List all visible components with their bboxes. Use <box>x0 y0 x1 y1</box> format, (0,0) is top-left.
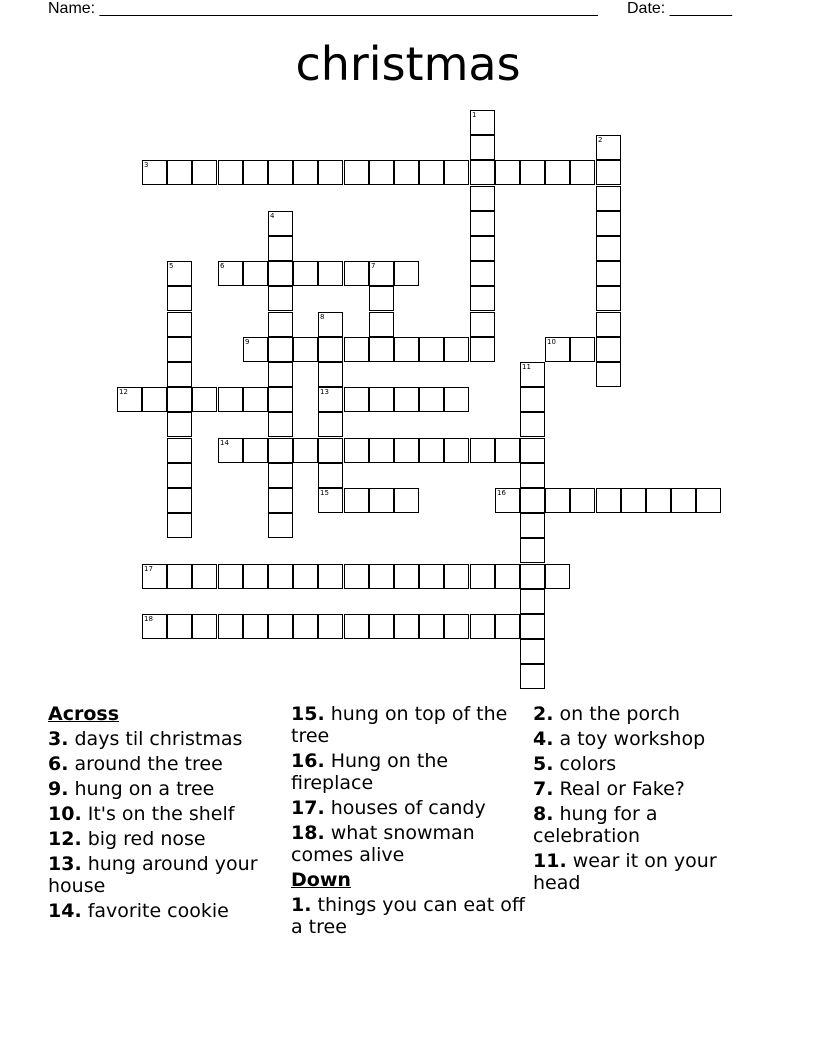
clue-column-2 <box>291 703 527 941</box>
clue-number-label: 12. <box>48 828 82 850</box>
clue-item <box>48 728 284 750</box>
clue-item <box>533 803 769 847</box>
clue-number: 15 <box>320 489 329 497</box>
grid-cell[interactable] <box>596 186 621 211</box>
grid-cell[interactable] <box>570 160 595 185</box>
grid-cell[interactable] <box>218 438 243 463</box>
grid-cell[interactable] <box>318 438 343 463</box>
grid-cell[interactable] <box>268 160 293 185</box>
clue-number: 1 <box>472 111 477 119</box>
clue-text: favorite cookie <box>81 900 229 922</box>
grid-cell[interactable] <box>696 488 721 513</box>
grid-cell[interactable] <box>243 438 268 463</box>
clue-number-label: 16. <box>291 750 325 772</box>
clue-item <box>291 894 527 938</box>
grid-cell[interactable] <box>470 614 495 639</box>
grid-cell[interactable] <box>369 312 394 337</box>
grid-cell[interactable] <box>520 362 545 387</box>
grid-cell[interactable] <box>520 614 545 639</box>
grid-cell[interactable] <box>218 387 243 412</box>
grid-cell[interactable] <box>545 160 570 185</box>
grid-cell[interactable] <box>218 564 243 589</box>
clue-number-label: 7. <box>533 778 554 800</box>
grid-cell[interactable] <box>344 438 369 463</box>
grid-cell[interactable] <box>268 564 293 589</box>
grid-cell[interactable] <box>444 564 469 589</box>
clue-item <box>291 822 527 866</box>
clue-number: 9 <box>245 338 250 346</box>
grid-cell[interactable] <box>293 337 318 362</box>
grid-cell[interactable] <box>243 387 268 412</box>
grid-cell[interactable] <box>394 438 419 463</box>
clue-text: around the tree <box>68 753 223 775</box>
grid-cell[interactable] <box>142 387 167 412</box>
grid-cell[interactable] <box>293 261 318 286</box>
grid-cell[interactable] <box>293 438 318 463</box>
clue-text: hung for a celebration <box>533 803 658 847</box>
grid-cell[interactable] <box>167 160 192 185</box>
grid-cell[interactable] <box>167 463 192 488</box>
grid-cell[interactable] <box>167 438 192 463</box>
clue-text: hung around your house <box>48 853 258 897</box>
grid-cell[interactable] <box>394 564 419 589</box>
grid-cell[interactable] <box>394 261 419 286</box>
grid-cell[interactable] <box>570 488 595 513</box>
grid-cell[interactable] <box>369 438 394 463</box>
clue-number-label: 8. <box>533 803 554 825</box>
grid-cell[interactable] <box>520 589 545 614</box>
clue-text: days til christmas <box>68 728 243 750</box>
grid-cell[interactable] <box>596 160 621 185</box>
clue-number-label: 2. <box>533 703 554 725</box>
clue-text: Real or Fake? <box>553 778 685 800</box>
grid-cell[interactable] <box>167 286 192 311</box>
grid-cell[interactable] <box>268 286 293 311</box>
grid-cell[interactable] <box>318 488 343 513</box>
grid-cell[interactable] <box>444 337 469 362</box>
grid-cell[interactable] <box>268 614 293 639</box>
grid-cell[interactable] <box>470 160 495 185</box>
clue-text: things you can eat off a tree <box>291 894 525 938</box>
clue-number: 7 <box>371 262 376 270</box>
grid-cell[interactable] <box>117 387 142 412</box>
grid-cell[interactable] <box>444 387 469 412</box>
grid-cell[interactable] <box>369 488 394 513</box>
grid-cell[interactable] <box>495 564 520 589</box>
clue-item <box>48 900 284 922</box>
clue-text: hung on top of the tree <box>291 703 508 747</box>
grid-cell[interactable] <box>470 286 495 311</box>
grid-cell[interactable] <box>192 564 217 589</box>
grid-cell[interactable] <box>268 513 293 538</box>
grid-cell[interactable] <box>495 160 520 185</box>
clue-section-heading: Across <box>48 703 120 725</box>
grid-cell[interactable] <box>419 438 444 463</box>
clue-item <box>48 753 284 775</box>
grid-cell[interactable] <box>369 160 394 185</box>
grid-cell[interactable] <box>318 312 343 337</box>
grid-cell[interactable] <box>344 614 369 639</box>
clue-number-label: 3. <box>48 728 69 750</box>
clue-item <box>533 728 769 750</box>
grid-cell[interactable] <box>318 387 343 412</box>
clue-text: It's on the shelf <box>81 803 235 825</box>
grid-cell[interactable] <box>344 488 369 513</box>
clue-text: Hung on the fireplace <box>291 750 449 794</box>
grid-cell[interactable] <box>293 160 318 185</box>
grid-cell[interactable] <box>369 387 394 412</box>
clue-item <box>48 853 284 897</box>
grid-cell[interactable] <box>192 387 217 412</box>
grid-cell[interactable] <box>167 362 192 387</box>
grid-cell[interactable] <box>344 387 369 412</box>
clue-text: big red nose <box>81 828 206 850</box>
grid-cell[interactable] <box>369 564 394 589</box>
clue-number: 16 <box>497 489 506 497</box>
grid-cell[interactable] <box>419 387 444 412</box>
grid-cell[interactable] <box>419 564 444 589</box>
grid-cell[interactable] <box>167 312 192 337</box>
clue-item <box>291 750 527 794</box>
grid-cell[interactable] <box>243 160 268 185</box>
grid-cell[interactable] <box>394 387 419 412</box>
grid-cell[interactable] <box>520 463 545 488</box>
grid-cell[interactable] <box>167 412 192 437</box>
grid-cell[interactable] <box>344 337 369 362</box>
grid-cell[interactable] <box>596 488 621 513</box>
clue-item <box>533 778 769 800</box>
grid-cell[interactable] <box>419 337 444 362</box>
grid-cell[interactable] <box>470 135 495 160</box>
grid-cell[interactable] <box>646 488 671 513</box>
grid-cell[interactable] <box>167 513 192 538</box>
clue-item <box>291 797 527 819</box>
grid-cell[interactable] <box>419 614 444 639</box>
grid-cell[interactable] <box>369 614 394 639</box>
clue-item <box>533 753 769 775</box>
clue-number: 8 <box>320 313 325 321</box>
grid-cell[interactable] <box>520 639 545 664</box>
grid-cell[interactable] <box>495 614 520 639</box>
grid-cell[interactable] <box>218 614 243 639</box>
clue-item <box>533 703 769 725</box>
grid-cell[interactable] <box>268 337 293 362</box>
grid-cell[interactable] <box>318 362 343 387</box>
page-title: christmas <box>295 37 521 91</box>
grid-cell[interactable] <box>470 261 495 286</box>
grid-cell[interactable] <box>192 614 217 639</box>
grid-cell[interactable] <box>394 488 419 513</box>
grid-cell[interactable] <box>192 160 217 185</box>
clue-column-3 <box>533 703 769 897</box>
clue-text: houses of candy <box>324 797 486 819</box>
grid-cell[interactable] <box>470 564 495 589</box>
clue-item <box>48 803 284 825</box>
clue-text: on the porch <box>553 703 680 725</box>
clue-number: 12 <box>119 388 128 396</box>
clue-number: 3 <box>144 161 149 169</box>
clue-number-label: 4. <box>533 728 554 750</box>
clue-column-1 <box>48 703 284 925</box>
grid-cell[interactable] <box>344 160 369 185</box>
clue-text: wear it on your head <box>533 850 717 894</box>
clue-number: 5 <box>169 262 174 270</box>
grid-cell[interactable] <box>293 564 318 589</box>
grid-cell[interactable] <box>394 160 419 185</box>
grid-cell[interactable] <box>167 261 192 286</box>
grid-cell[interactable] <box>167 387 192 412</box>
grid-cell[interactable] <box>444 614 469 639</box>
grid-cell[interactable] <box>218 160 243 185</box>
grid-cell[interactable] <box>470 236 495 261</box>
grid-cell[interactable] <box>318 160 343 185</box>
grid-cell[interactable] <box>520 513 545 538</box>
grid-cell[interactable] <box>268 488 293 513</box>
grid-cell[interactable] <box>470 438 495 463</box>
grid-cell[interactable] <box>344 564 369 589</box>
clue-text: hung on a tree <box>68 778 215 800</box>
clue-number: 17 <box>144 565 153 573</box>
grid-cell[interactable] <box>470 186 495 211</box>
grid-cell[interactable] <box>520 412 545 437</box>
grid-cell[interactable] <box>293 614 318 639</box>
grid-cell[interactable] <box>520 387 545 412</box>
grid-cell[interactable] <box>218 261 243 286</box>
clue-number: 11 <box>522 363 531 371</box>
grid-cell[interactable] <box>470 211 495 236</box>
grid-cell[interactable] <box>470 337 495 362</box>
grid-cell[interactable] <box>369 286 394 311</box>
clue-number-label: 11. <box>533 850 567 872</box>
grid-cell[interactable] <box>444 160 469 185</box>
grid-cell[interactable] <box>318 412 343 437</box>
grid-cell[interactable] <box>268 236 293 261</box>
grid-cell[interactable] <box>470 312 495 337</box>
grid-cell[interactable] <box>344 261 369 286</box>
grid-cell[interactable] <box>520 438 545 463</box>
grid-cell[interactable] <box>596 286 621 311</box>
grid-cell[interactable] <box>596 135 621 160</box>
grid-cell[interactable] <box>243 564 268 589</box>
grid-cell[interactable] <box>520 538 545 563</box>
clue-number-label: 18. <box>291 822 325 844</box>
grid-cell[interactable] <box>596 362 621 387</box>
clue-number-label: 1. <box>291 894 312 916</box>
grid-cell[interactable] <box>268 261 293 286</box>
grid-cell[interactable] <box>596 211 621 236</box>
clue-number: 14 <box>220 439 229 447</box>
grid-cell[interactable] <box>545 488 570 513</box>
date-field-label: Date: _______ <box>627 0 732 17</box>
grid-cell[interactable] <box>142 614 167 639</box>
clue-number-label: 10. <box>48 803 82 825</box>
clue-number-label: 6. <box>48 753 69 775</box>
grid-cell[interactable] <box>268 211 293 236</box>
grid-cell[interactable] <box>621 488 646 513</box>
grid-cell[interactable] <box>318 564 343 589</box>
clue-number: 4 <box>270 212 275 220</box>
clue-number-label: 9. <box>48 778 69 800</box>
grid-cell[interactable] <box>419 160 444 185</box>
grid-cell[interactable] <box>318 614 343 639</box>
grid-cell[interactable] <box>596 236 621 261</box>
grid-cell[interactable] <box>444 438 469 463</box>
clue-number-label: 15. <box>291 703 325 725</box>
grid-cell[interactable] <box>545 564 570 589</box>
grid-cell[interactable] <box>520 488 545 513</box>
name-field-label: Name: ________________________________________________________ <box>48 0 598 17</box>
grid-cell[interactable] <box>671 488 696 513</box>
clue-section-heading: Down <box>291 869 351 891</box>
grid-cell[interactable] <box>167 614 192 639</box>
grid-cell[interactable] <box>570 337 595 362</box>
grid-cell[interactable] <box>520 160 545 185</box>
grid-cell[interactable] <box>167 488 192 513</box>
grid-cell[interactable] <box>167 564 192 589</box>
grid-cell[interactable] <box>318 463 343 488</box>
grid-cell[interactable] <box>142 564 167 589</box>
clue-number-label: 17. <box>291 797 325 819</box>
grid-cell[interactable] <box>167 337 192 362</box>
clue-item <box>291 703 527 747</box>
clue-number-label: 5. <box>533 753 554 775</box>
clue-item <box>48 778 284 800</box>
grid-cell[interactable] <box>495 438 520 463</box>
grid-cell[interactable] <box>268 362 293 387</box>
grid-cell[interactable] <box>596 261 621 286</box>
clue-text: what snowman comes alive <box>291 822 475 866</box>
clue-number: 18 <box>144 615 153 623</box>
clue-number: 13 <box>320 388 329 396</box>
clue-item <box>533 850 769 894</box>
grid-cell[interactable] <box>142 160 167 185</box>
grid-cell[interactable] <box>268 438 293 463</box>
grid-cell[interactable] <box>318 337 343 362</box>
grid-cell[interactable] <box>369 337 394 362</box>
grid-cell[interactable] <box>243 614 268 639</box>
grid-cell[interactable] <box>520 564 545 589</box>
grid-cell[interactable] <box>318 261 343 286</box>
clue-item <box>48 828 284 850</box>
grid-cell[interactable] <box>243 261 268 286</box>
grid-cell[interactable] <box>596 312 621 337</box>
clue-number: 10 <box>547 338 556 346</box>
grid-cell[interactable] <box>470 110 495 135</box>
grid-cell[interactable] <box>596 337 621 362</box>
grid-cell[interactable] <box>545 337 570 362</box>
grid-cell[interactable] <box>394 337 419 362</box>
clue-number-label: 13. <box>48 853 82 875</box>
grid-cell[interactable] <box>268 312 293 337</box>
grid-cell[interactable] <box>268 463 293 488</box>
grid-cell[interactable] <box>268 387 293 412</box>
grid-cell[interactable] <box>268 412 293 437</box>
grid-cell[interactable] <box>243 337 268 362</box>
clue-text: colors <box>553 753 617 775</box>
clue-number: 6 <box>220 262 225 270</box>
grid-cell[interactable] <box>520 664 545 689</box>
grid-cell[interactable] <box>495 488 520 513</box>
clue-text: a toy workshop <box>553 728 706 750</box>
grid-cell[interactable] <box>394 614 419 639</box>
clue-number: 2 <box>598 136 603 144</box>
clue-number-label: 14. <box>48 900 82 922</box>
grid-cell[interactable] <box>369 261 394 286</box>
